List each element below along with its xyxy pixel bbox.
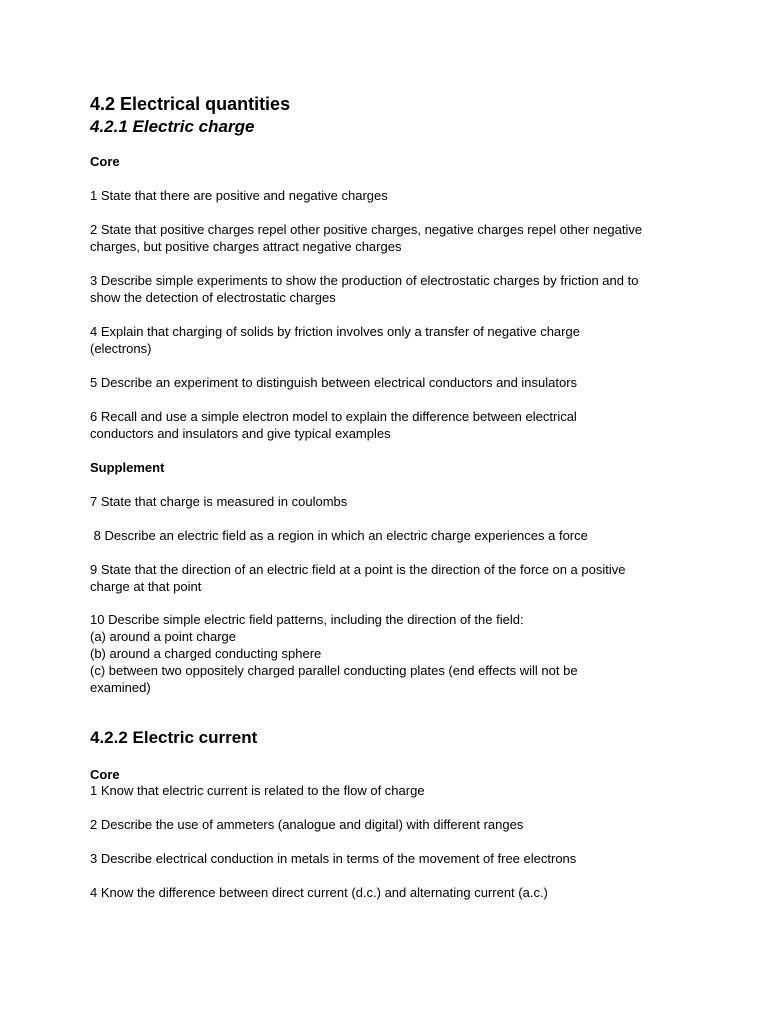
paragraph-line: (b) around a charged conducting sphere [90,646,322,661]
paragraph-line: conductors and insulators and give typical examples [90,426,391,441]
supplement-label: Supplement [90,460,165,475]
section-title: 4.2 Electrical quantities [90,94,291,114]
paragraph-line: 5 Describe an experiment to distinguish between electrical conductors and insulators [90,375,578,390]
paragraph-line: show the detection of electrostatic charges [90,290,336,305]
paragraph-line: (c) between two oppositely charged parallel conducting plates (end effects will not be [90,663,578,678]
paragraph-line: 3 Describe simple experiments to show the production of electrostatic charges by friction and to [90,273,639,288]
paragraph-line: 3 Describe electrical conduction in metals in terms of the movement of free electrons [90,851,577,866]
subsection-title-electric-current: 4.2.2 Electric current [90,728,258,747]
paragraph-line: 1 State that there are positive and negative charges [90,188,388,203]
current-core-item-1 [90,782,690,799]
core-label: Core [90,154,120,169]
supplement-item-8 [90,527,690,544]
current-core-label: Core [90,767,120,782]
paragraph-line: 7 State that charge is measured in coulombs [90,494,348,509]
paragraph-line: 4 Explain that charging of solids by friction involves only a transfer of negative charge [90,324,580,339]
paragraph-line: 2 Describe the use of ammeters (analogue and digital) with different ranges [90,817,524,832]
paragraph-line: 8 Describe an electric field as a region in which an electric charge experiences a force [90,528,588,543]
subsection-title-electric-charge: 4.2.1 Electric charge [90,117,255,136]
supplement-item-10 [90,611,690,696]
paragraph-line: (a) around a point charge [90,629,236,644]
paragraph-line: 2 State that positive charges repel other positive charges, negative charges repel other negative [90,222,643,237]
current-core-item-4 [90,884,690,901]
paragraph-line: 9 State that the direction of an electric field at a point is the direction of the force on a positive [90,562,626,577]
core-item-2 [90,221,690,255]
paragraph-line: examined) [90,680,151,695]
paragraph-line: 4 Know the difference between direct current (d.c.) and alternating current (a.c.) [90,885,548,900]
paragraph-line: charges, but positive charges attract negative charges [90,239,402,254]
supplement-item-9 [90,561,690,595]
current-core-item-3 [90,850,690,867]
paragraph-line: charge at that point [90,579,202,594]
core-item-1 [90,187,690,204]
paragraph-line: (electrons) [90,341,152,356]
paragraph-line: 10 Describe simple electric field patterns, including the direction of the field: [90,612,524,627]
current-core-item-2 [90,816,690,833]
core-item-5 [90,374,690,391]
core-item-4 [90,323,690,357]
supplement-item-7 [90,493,690,510]
core-item-6 [90,408,690,442]
core-item-3 [90,272,690,306]
paragraph-line: 6 Recall and use a simple electron model to explain the difference between electrical [90,409,577,424]
paragraph-line: 1 Know that electric current is related to the flow of charge [90,783,425,798]
